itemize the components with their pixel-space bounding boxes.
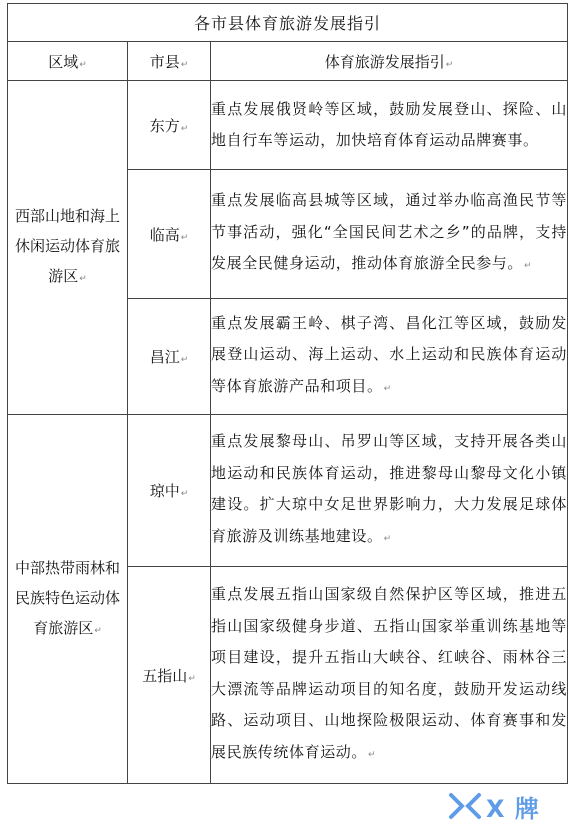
paragraph-mark-icon: ↵: [79, 59, 87, 70]
paragraph-mark-icon: ↵: [383, 533, 392, 544]
county-cell: 临高↵: [128, 170, 211, 299]
watermark-text: X 牌: [486, 794, 540, 823]
paragraph-mark-icon: ↵: [180, 489, 189, 499]
title-row: [8, 4, 568, 42]
paragraph-mark-icon: ↵: [180, 59, 189, 70]
header-county: 市县↵: [128, 42, 211, 81]
paragraph-mark-icon: ↵: [368, 749, 377, 760]
guide-cell: 重点发展五指山国家级自然保护区等区域，推进五指山国家级健身步道、五指山国家举重训练基地等项目建设，提升五指山大峡谷、红峡谷、雨林谷三大漂流等品牌运动项目的知名度，鼓励开发运动线路、运动项目、山地探险极限运动、体育赛事和发展民族传统体育运动。↵: [211, 567, 568, 784]
guide-cell: 重点发展俄贤岭等区域，鼓励发展登山、探险、山地自行车等运动，加快培育体育运动品牌赛事。: [211, 81, 568, 170]
paragraph-mark-icon: ↵: [445, 59, 454, 70]
header-row: [8, 42, 568, 81]
paragraph-mark-icon: ↵: [180, 123, 189, 134]
table-title: 各市县体育旅游发展指引: [8, 4, 568, 42]
paragraph-mark-icon: ↵: [383, 383, 392, 394]
header-guide: 体育旅游发展指引↵: [211, 42, 568, 81]
region-cell-central: 中部热带雨林和民族特色运动体育旅游区↵: [8, 415, 128, 784]
paragraph-mark-icon: ↵: [180, 232, 189, 243]
paragraph-mark-icon: ↵: [94, 625, 102, 636]
county-cell: 琼中↵: [128, 415, 211, 567]
paragraph-mark-icon: ↵: [524, 261, 533, 272]
paragraph-mark-icon: ↵: [188, 673, 196, 684]
paragraph-mark-icon: ↵: [79, 274, 87, 284]
header-region: 区域↵: [8, 42, 128, 81]
watermark-logo-icon: [448, 791, 482, 821]
guide-table: [7, 3, 568, 784]
county-cell: 东方↵: [128, 81, 211, 170]
county-cell: 五指山↵: [128, 567, 211, 784]
table-row: [8, 415, 568, 567]
region-cell-west: 西部山地和海上休闲运动体育旅游区↵: [8, 81, 128, 415]
guide-cell: 重点发展霸王岭、棋子湾、昌化江等区域，鼓励发展登山运动、海上运动、水上运动和民族体育运动等体育旅游产品和项目。↵: [211, 299, 568, 415]
county-cell: 昌江↵: [128, 299, 211, 415]
watermark: [448, 789, 566, 823]
paragraph-mark-icon: ↵: [180, 355, 189, 365]
table-row: [8, 81, 568, 170]
guide-cell: 重点发展黎母山、吊罗山等区域，支持开展各类山地运动和民族体育运动，推进黎母山黎母文化小镇建设。扩大琼中女足世界影响力，大力发展足球体育旅游及训练基地建设。↵: [211, 415, 568, 567]
guide-cell: 重点发展临高县城等区域，通过举办临高渔民节等节事活动，强化“全国民间艺术之乡”的品牌，支持发展全民健身运动，推动体育旅游全民参与。↵: [211, 170, 568, 299]
